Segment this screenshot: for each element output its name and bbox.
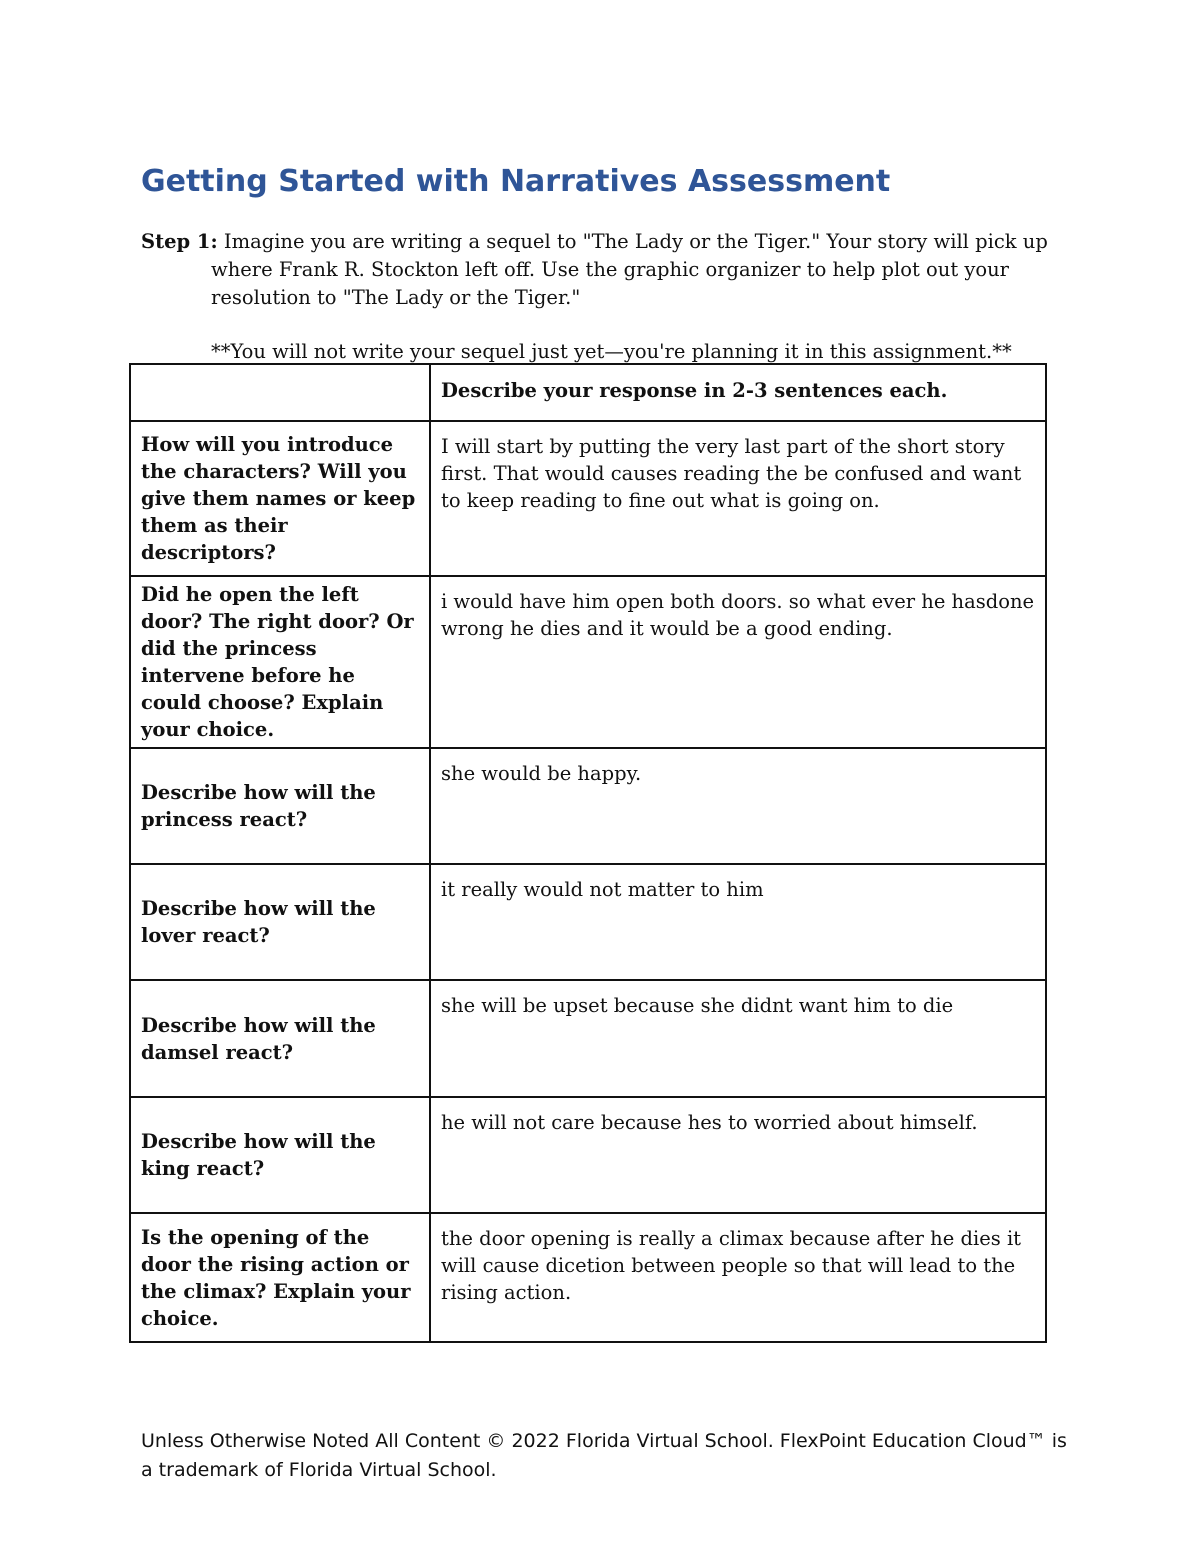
table-row bbox=[130, 421, 1046, 576]
question-cell: Describe how will the damsel react? bbox=[130, 980, 430, 1097]
question-cell: How will you introduce the characters? Will you give them names or keep them as their descriptors? bbox=[130, 421, 430, 576]
question-cell: Describe how will the lover react? bbox=[130, 864, 430, 980]
answer-cell[interactable]: the door opening is really a climax because after he dies it will cause dicetion between people so that will lead to the rising action. bbox=[430, 1213, 1046, 1342]
page-title: Getting Started with Narratives Assessment bbox=[141, 164, 891, 199]
header-left-cell bbox=[130, 364, 430, 421]
table-row bbox=[130, 748, 1046, 864]
question-cell: Did he open the left door? The right door? Or did the princess intervene before he could choose? Explain your choice. bbox=[130, 576, 430, 748]
answer-cell[interactable]: it really would not matter to him bbox=[430, 864, 1046, 980]
table-row bbox=[130, 980, 1046, 1097]
answer-cell[interactable]: he will not care because hes to worried about himself. bbox=[430, 1097, 1046, 1213]
graphic-organizer-table bbox=[129, 363, 1047, 1343]
table-row bbox=[130, 1097, 1046, 1213]
header-right-cell: Describe your response in 2-3 sentences each. bbox=[430, 364, 1046, 421]
table-row bbox=[130, 576, 1046, 748]
question-cell: Describe how will the king react? bbox=[130, 1097, 430, 1213]
answer-cell[interactable]: I will start by putting the very last part of the short story first. That would causes reading the be confused and want to keep reading to fine out what is going on. bbox=[430, 421, 1046, 576]
table-row bbox=[130, 1213, 1046, 1342]
step-instructions bbox=[141, 228, 1048, 366]
step-text-1: Imagine you are writing a sequel to "The Lady or the Tiger." Your story will pick up bbox=[223, 230, 1048, 253]
question-cell: Is the opening of the door the rising action or the climax? Explain your choice. bbox=[130, 1213, 430, 1342]
answer-cell[interactable]: she will be upset because she didnt want him to die bbox=[430, 980, 1046, 1097]
step-text-3: resolution to "The Lady or the Tiger." bbox=[211, 286, 581, 309]
step-note: **You will not write your sequel just yet—you're planning it in this assignment.** bbox=[211, 340, 1012, 363]
question-cell: Describe how will the princess react? bbox=[130, 748, 430, 864]
answer-cell[interactable]: i would have him open both doors. so what ever he hasdone wrong he dies and it would be a good ending. bbox=[430, 576, 1046, 748]
step-text-2: where Frank R. Stockton left off. Use the graphic organizer to help plot out your bbox=[211, 258, 1010, 281]
table-row bbox=[130, 864, 1046, 980]
table-header-row bbox=[130, 364, 1046, 421]
step-label: Step 1: bbox=[141, 230, 218, 253]
answer-cell[interactable]: she would be happy. bbox=[430, 748, 1046, 864]
step-line-1 bbox=[141, 228, 1048, 256]
copyright-footer: Unless Otherwise Noted All Content © 2022 Florida Virtual School. FlexPoint Education Cloud™ is a trademark of Florida Virtual School. bbox=[141, 1430, 1067, 1481]
